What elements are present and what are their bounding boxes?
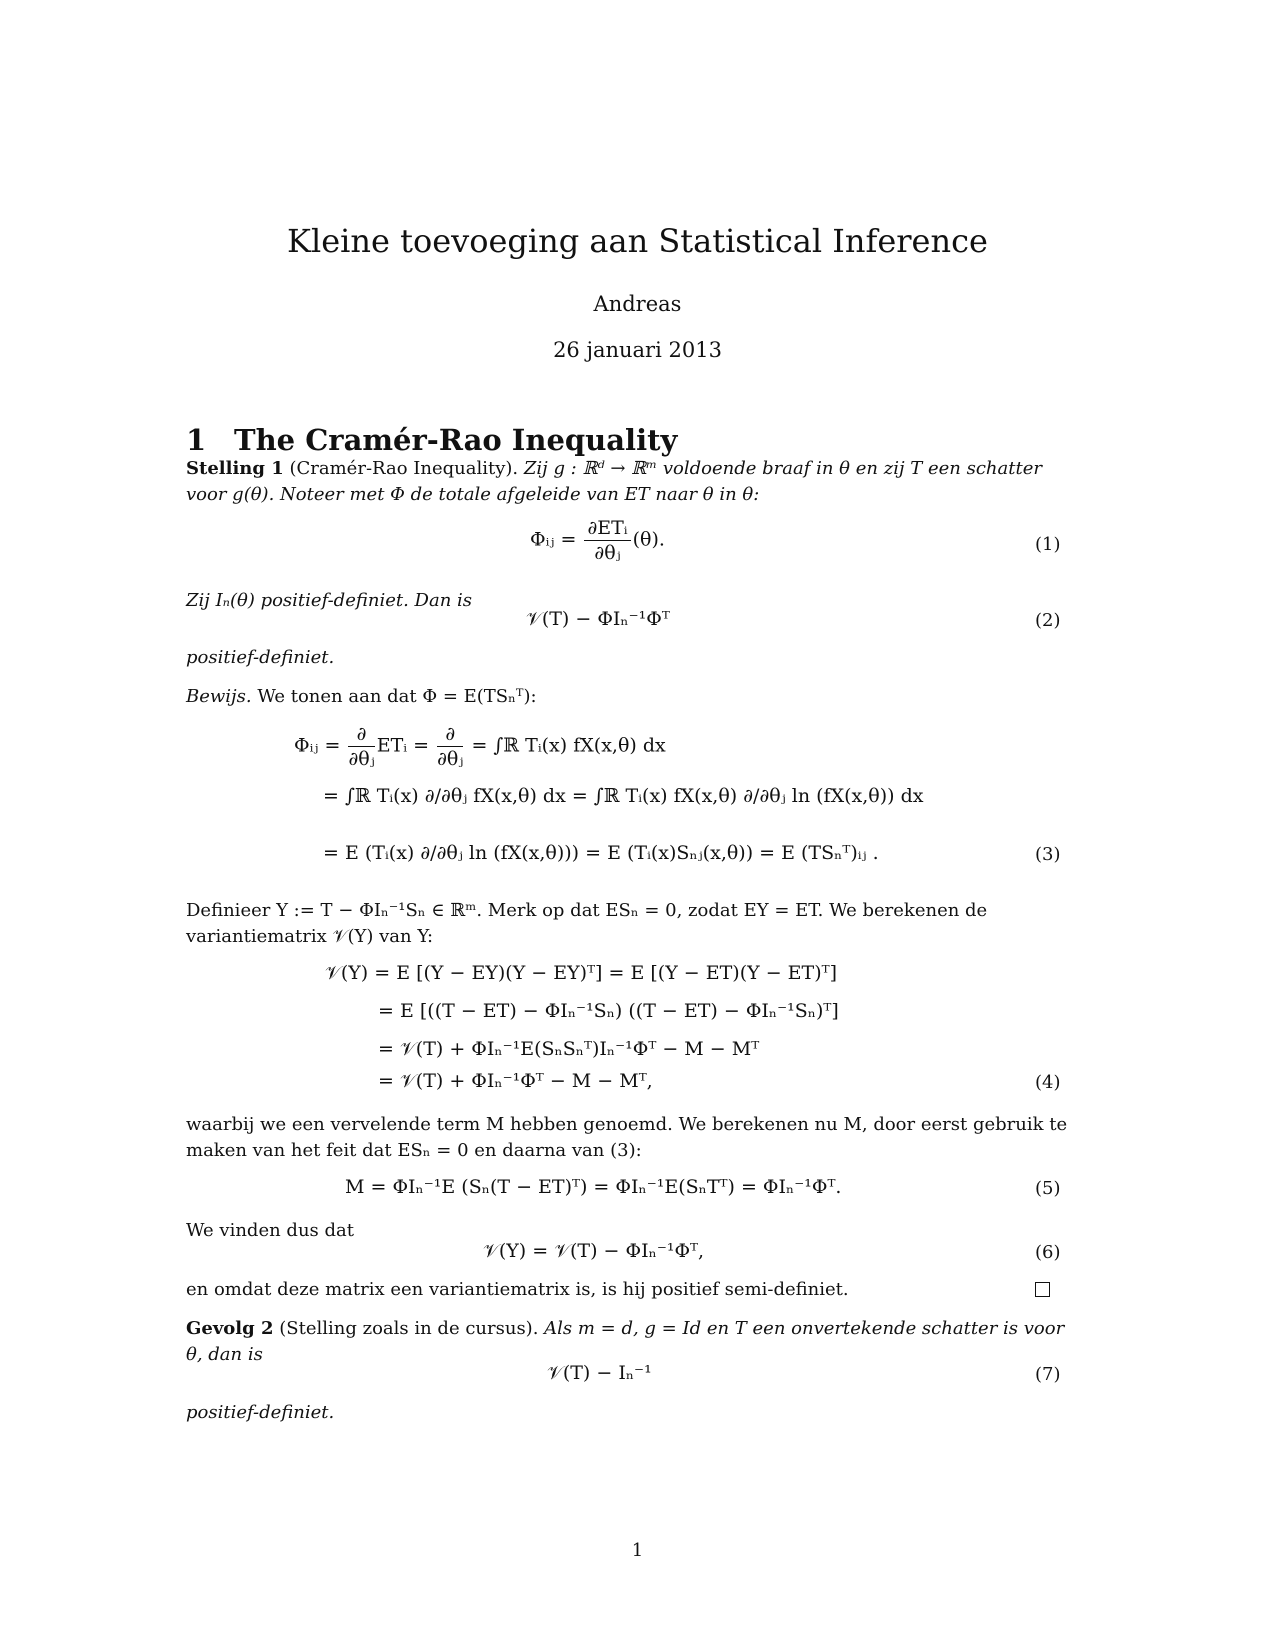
theorem-label: Stelling 1 <box>186 458 284 479</box>
corollary-line-2: θ, dan is <box>186 1344 263 1365</box>
qed-square-icon <box>1035 1282 1050 1297</box>
equation-4-line-3: = 𝒱(T) + ΦIₙ⁻¹E(SₙSₙᵀ)Iₙ⁻¹Φᵀ − M − Mᵀ <box>378 1038 760 1060</box>
equation-number-6: (6) <box>1035 1242 1061 1263</box>
eq3-fraction-2 <box>437 722 463 771</box>
theorem-name: (Cramér-Rao Inequality). <box>289 458 519 479</box>
definition-line-2: variantiematrix 𝒱(Y) van Y: <box>186 926 434 947</box>
eq1-lhs: Φᵢⱼ = <box>530 528 577 551</box>
equation-4-line-4: = 𝒱(T) + ΦIₙ⁻¹Φᵀ − M − Mᵀ, <box>378 1070 653 1092</box>
eq3-partial-den: ∂θⱼ <box>348 748 375 770</box>
waarbij-paragraph <box>186 1112 1086 1164</box>
equation-6: 𝒱(Y) = 𝒱(T) − ΦIₙ⁻¹Φᵀ, <box>483 1240 705 1262</box>
section-heading <box>186 423 677 457</box>
corollary-statement <box>186 1316 1086 1368</box>
definition-paragraph <box>186 898 1086 950</box>
equation-2: 𝒱(T) − ΦIₙ⁻¹Φᵀ <box>526 608 670 630</box>
text-positief-definiet-2: positief-definiet. <box>186 1402 335 1423</box>
proof-label: Bewijs. <box>186 686 252 707</box>
proof-text: We tonen aan dat Φ = E(TSₙᵀ): <box>257 686 537 707</box>
eq3-partial-num-2: ∂ <box>437 722 463 747</box>
paper-title: Kleine toevoeging aan Statistical Inference <box>287 222 988 260</box>
equation-number-4: (4) <box>1035 1072 1061 1093</box>
author-name: Andreas <box>593 292 682 316</box>
proof-intro <box>186 684 1086 710</box>
equation-number-2: (2) <box>1035 610 1061 631</box>
equation-3-line-2: = ∫ℝ Tᵢ(x) ∂/∂θⱼ fX(x,θ) dx = ∫ℝ Tᵢ(x) fX(x,θ) ∂/∂θⱼ ln (fX(x,θ)) dx <box>323 785 924 807</box>
equation-7: 𝒱(T) − Iₙ⁻¹ <box>547 1362 652 1384</box>
waarbij-line-2: maken van het feit dat ESₙ = 0 en daarna van (3): <box>186 1140 642 1161</box>
paper-date: 26 januari 2013 <box>553 338 722 362</box>
equation-4-line-2: = E [((T − ET) − ΦIₙ⁻¹Sₙ) ((T − ET) − ΦIₙ⁻¹Sₙ)ᵀ] <box>378 1000 839 1022</box>
text-positief-definiet-1: positief-definiet. <box>186 647 335 668</box>
text-zij: Zij Iₙ(θ) positief-definiet. Dan is <box>186 590 473 611</box>
corollary-name: (Stelling zoals in de cursus). <box>279 1318 539 1339</box>
eq3-partial-den-2: ∂θⱼ <box>437 748 464 770</box>
eq1-fraction <box>584 516 630 565</box>
eq3-partial-num: ∂ <box>348 722 374 747</box>
text-en-omdat: en omdat deze matrix een variantiematrix is, is hij positief semi-definiet. <box>186 1279 849 1300</box>
theorem-line-2: voor g(θ). Noteer met Φ de totale afgeleide van ET naar θ in θ: <box>186 484 760 505</box>
section-number: 1 <box>186 423 207 457</box>
text-we-vinden: We vinden dus dat <box>186 1220 354 1241</box>
corollary-line-1: Als m = d, g = Id en T een onvertekende schatter is voor <box>544 1318 1065 1339</box>
eq1-rhs: (θ). <box>632 528 665 551</box>
equation-4-line-1: 𝒱(Y) = E [(Y − EY)(Y − EY)ᵀ] = E [(Y − ET)(Y − ET)ᵀ] <box>325 962 837 984</box>
equation-3-line-1 <box>294 722 666 771</box>
equation-number-1: (1) <box>1035 534 1061 555</box>
theorem-statement <box>186 456 1086 508</box>
eq3-lhs: Φᵢⱼ = <box>294 734 341 757</box>
eq3-line1-rest: = ∫ℝ Tᵢ(x) fX(x,θ) dx <box>471 734 666 757</box>
eq1-numerator: ∂ETᵢ <box>584 516 630 541</box>
equation-5: M = ΦIₙ⁻¹E (Sₙ(T − ET)ᵀ) = ΦIₙ⁻¹E(SₙTᵀ) = ΦIₙ⁻¹Φᵀ. <box>345 1176 842 1198</box>
equation-number-3: (3) <box>1035 844 1061 865</box>
eq1-denominator: ∂θⱼ <box>594 542 621 564</box>
equation-3-line-3: = E (Tᵢ(x) ∂/∂θⱼ ln (fX(x,θ))) = E (Tᵢ(x)Sₙⱼ(x,θ)) = E (TSₙᵀ)ᵢⱼ . <box>323 842 879 864</box>
equation-number-5: (5) <box>1035 1178 1061 1199</box>
eq3-mid: ETᵢ = <box>376 734 430 757</box>
section-title: The Cramér-Rao Inequality <box>234 423 678 457</box>
eq3-fraction-1 <box>348 722 374 771</box>
equation-number-7: (7) <box>1035 1364 1061 1385</box>
waarbij-line-1: waarbij we een vervelende term M hebben genoemd. We berekenen nu M, door eerst gebruik te <box>186 1114 1068 1135</box>
equation-1 <box>530 516 665 565</box>
theorem-line-1: Zij g : ℝᵈ → ℝᵐ voldoende braaf in θ en zij T een schatter <box>523 458 1042 479</box>
corollary-label: Gevolg 2 <box>186 1318 274 1339</box>
definition-line-1: Definieer Y := T − ΦIₙ⁻¹Sₙ ∈ ℝᵐ. Merk op dat ESₙ = 0, zodat EY = ET. We berekenen de <box>186 900 988 921</box>
page-number: 1 <box>631 1540 644 1561</box>
